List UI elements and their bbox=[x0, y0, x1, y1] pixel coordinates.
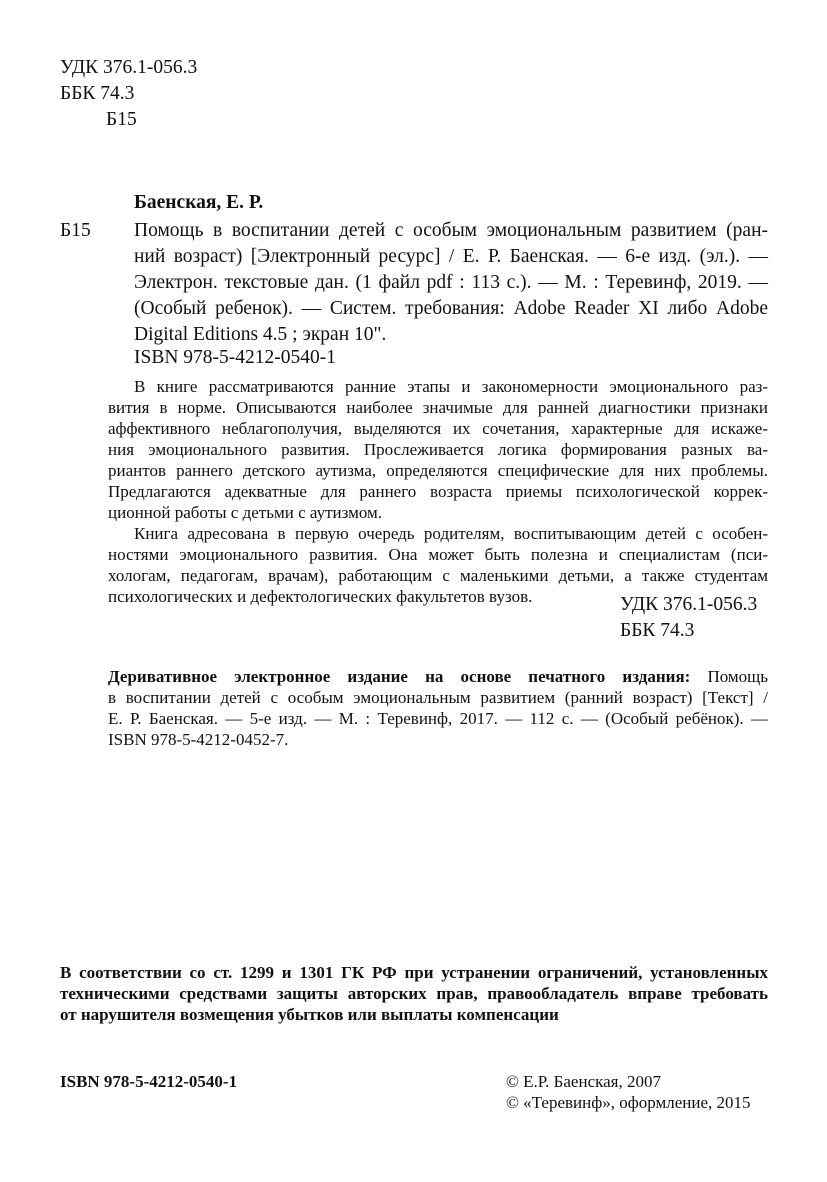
legal-line: В соответствии со ст. 1299 и 1301 ГК РФ при устранении ограничений, установленных bbox=[60, 963, 768, 982]
abstract-line: ционной работы с детьми с аутизмом. bbox=[108, 503, 383, 522]
derivative-lead: Деривативное электронное издание на основе печатного издания: bbox=[108, 667, 691, 686]
header-bbk: ББК 74.3 bbox=[60, 83, 135, 104]
classification bbox=[620, 592, 757, 644]
copyright-author: © Е.Р. Баенская, 2007 bbox=[506, 1072, 661, 1091]
description-line: Помощь в воспитании детей с особым эмоциональным развитием (ран- bbox=[134, 220, 768, 241]
abstract-line: Книга адресована в первую очередь родителям, воспитывающим детей с особен- bbox=[134, 524, 768, 543]
legal-notice bbox=[60, 962, 768, 1025]
header-udk: УДК 376.1-056.3 bbox=[60, 57, 198, 78]
header-classification bbox=[60, 55, 197, 133]
footer-isbn: ISBN 978-5-4212-0540-1 bbox=[60, 1072, 238, 1091]
legal-line: техническими средствами защиты авторских прав, правообладатель вправе требовать bbox=[60, 984, 768, 1003]
abstract-line: аффективного неблагополучия, выделяются их сочетания, характерные для искаже- bbox=[108, 419, 768, 438]
legal-line: от нарушителя возмещения убытков или выплаты компенсации bbox=[60, 1005, 559, 1024]
derivative-line bbox=[108, 666, 768, 687]
header-author-mark: Б15 bbox=[106, 109, 137, 130]
abstract-line: хологам, педагогам, врачам), работающим с маленькими детьми, а также студентам bbox=[108, 566, 768, 585]
derivative-line: в воспитании детей с особым эмоциональным развитием (ранний возраст) [Текст] / bbox=[108, 688, 768, 707]
copyright-publisher: © «Теревинф», оформление, 2015 bbox=[506, 1093, 751, 1112]
record-isbn: ISBN 978-5-4212-0540-1 bbox=[134, 347, 337, 368]
description-line: Digital Editions 4.5 ; экран 10". bbox=[134, 324, 387, 345]
record-author: Баенская, Е. Р. bbox=[134, 192, 264, 213]
abstract-line: Предлагаются адекватные для раннего возраста приемы психологической коррек- bbox=[108, 482, 768, 501]
classification-udk: УДК 376.1-056.3 bbox=[620, 594, 758, 615]
record-mark: Б15 bbox=[60, 220, 91, 241]
footer-copyrights bbox=[506, 1071, 751, 1113]
abstract bbox=[108, 376, 768, 607]
record-description bbox=[134, 218, 768, 348]
derivative-first-rest: Помощь bbox=[690, 667, 768, 686]
abstract-line: вития в норме. Описываются наиболее значимые для ранней диагностики признаки bbox=[108, 398, 768, 417]
derivative-note bbox=[108, 666, 768, 750]
classification-bbk: ББК 74.3 bbox=[620, 620, 695, 641]
derivative-line: Е. Р. Баенская. — 5-е изд. — М. : Теревинф, 2017. — 112 с. — (Особый ребёнок). — bbox=[108, 709, 768, 728]
derivative-line: ISBN 978-5-4212-0452-7. bbox=[108, 730, 289, 749]
abstract-line: психологических и дефектологических факультетов вузов. bbox=[108, 587, 533, 606]
abstract-line: ния эмоционального развития. Прослеживается логика формирования разных ва- bbox=[108, 440, 768, 459]
description-line: Электрон. текстовые дан. (1 файл pdf : 113 с.). — М. : Теревинф, 2019. — bbox=[134, 272, 768, 293]
abstract-line: ностями эмоционального развития. Она может быть полезна и специалистам (пси- bbox=[108, 545, 768, 564]
abstract-line: В книге рассматриваются ранние этапы и закономерности эмоционального раз- bbox=[134, 377, 768, 396]
description-line: ний возраст) [Электронный ресурс] / Е. Р. Баенская. — 6-е изд. (эл.). — bbox=[134, 246, 768, 267]
description-line: (Особый ребенок). — Систем. требования: Adobe Reader XI либо Adobe bbox=[134, 298, 768, 319]
abstract-line: риантов раннего детского аутизма, определяются специфические для них проблемы. bbox=[108, 461, 768, 480]
